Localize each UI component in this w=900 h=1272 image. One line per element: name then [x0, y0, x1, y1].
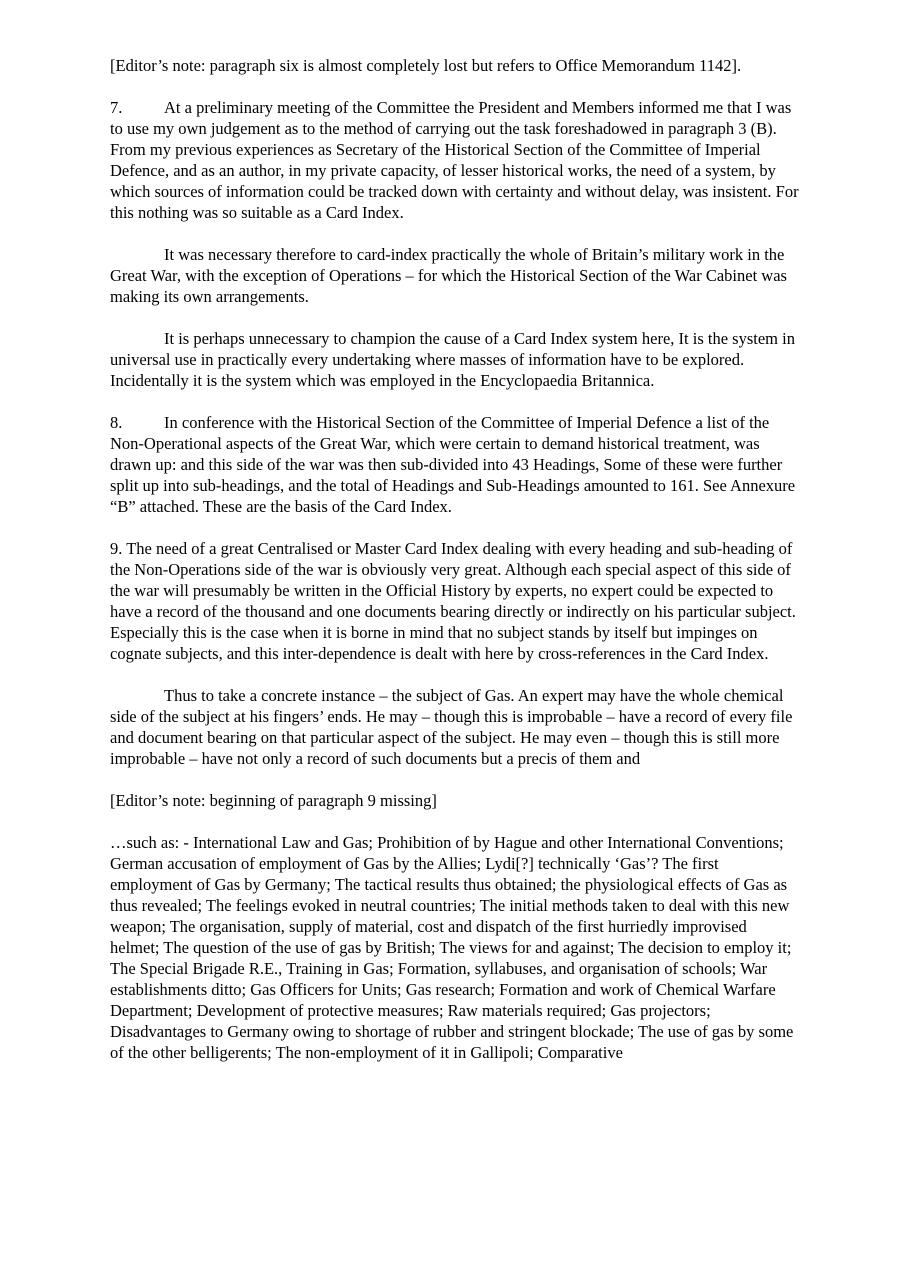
- paragraph-number: 7.: [110, 98, 123, 117]
- paragraph-gas-instance: [110, 685, 800, 769]
- paragraph-text: It was necessary therefore to card-index practically the whole of Britain’s military work in the Great War, with the exception of Operations – for which the Historical Section of the War Cabinet was making its own arrangements.: [110, 245, 787, 306]
- editors-note-paragraph-six: [110, 55, 800, 76]
- paragraph-number: 8.: [110, 413, 123, 432]
- paragraph-text: 9. The need of a great Centralised or Master Card Index dealing with every heading and sub-heading of the Non-Operations side of the war is obviously very great. Although each special aspect of this side of the war will presumably be written in the Official History by experts, no expert could be expected to have a record of the thousand and one documents bearing directly or indirectly on his particular subject. Especially this is the case when it is borne in mind that no subject stands by itself but impinges on cognate subjects, and this inter-dependence is dealt with here by cross-references in the Card Index.: [110, 539, 796, 663]
- paragraph-text: At a preliminary meeting of the Committee the President and Members informed me that I was to use my own judgement as to the method of carrying out the task foreshadowed in paragraph 3 (B). From my previous experiences as Secretary of the Historical Section of the Committee of Imperial Defence, and as an author, in my private capacity, of lesser historical works, the need of a system, by which sources of information could be tracked down with certainty and without delay, was insistent. For this nothing was so suitable as a Card Index.: [110, 98, 799, 222]
- document-page: [110, 55, 800, 1063]
- paragraph-7: [110, 97, 800, 223]
- paragraph-card-index-champion: [110, 328, 800, 391]
- paragraph-text: …such as: - International Law and Gas; Prohibition of by Hague and other International Conventions; German accusation of employment of Gas by the Allies; Lydi[?] technically ‘Gas’? The first employment of Gas by Germany; The tactical results thus obtained; the physiological effects of Gas as thus revealed; The feelings evoked in neutral countries; The initial methods taken to deal with this new weapon; The organisation, supply of material, cost and dispatch of the first hurriedly improvised helmet; The question of the use of gas by British; The views for and against; The decision to employ it; The Special Brigade R.E., Training in Gas; Formation, syllabuses, and organisation of schools; War establishments ditto; Gas Officers for Units; Gas research; Formation and work of Chemical Warfare Department; Development of protective measures; Raw materials required; Gas projectors; Disadvantages to Germany owing to shortage of rubber and stringent blockade; The use of gas by some of the other belligerents; The non-employment of it in Gallipoli; Comparative: [110, 833, 794, 1062]
- paragraph-text: In conference with the Historical Section of the Committee of Imperial Defence a list of the Non-Operational aspects of the Great War, which were certain to demand historical treatment, was drawn up: and this side of the war was then sub-divided into 43 Headings, Some of these were further split up into sub-headings, and the total of Headings and Sub-Headings amounted to 161. See Annexure “B” attached. These are the basis of the Card Index.: [110, 413, 796, 516]
- paragraph-9: [110, 538, 800, 664]
- editors-note-paragraph-nine: [110, 790, 800, 811]
- paragraph-8: [110, 412, 800, 517]
- paragraph-card-index-necessity: [110, 244, 800, 307]
- paragraph-text: It is perhaps unnecessary to champion the cause of a Card Index system here, It is the system in universal use in practically every undertaking where masses of information have to be explored. Incidentally it is the system which was employed in the Encyclopaedia Britannica.: [110, 329, 795, 390]
- paragraph-text: [Editor’s note: beginning of paragraph 9 missing]: [110, 791, 437, 810]
- paragraph-text: [Editor’s note: paragraph six is almost completely lost but refers to Office Memorandum 1142].: [110, 56, 742, 75]
- paragraph-gas-topics: [110, 832, 800, 1063]
- paragraph-text: Thus to take a concrete instance – the subject of Gas. An expert may have the whole chemical side of the subject at his fingers’ ends. He may – though this is improbable – have a record of every file and document bearing on that particular aspect of the subject. He may even – though this is still more improbable – have not only a record of such documents but a precis of them and: [110, 686, 793, 768]
